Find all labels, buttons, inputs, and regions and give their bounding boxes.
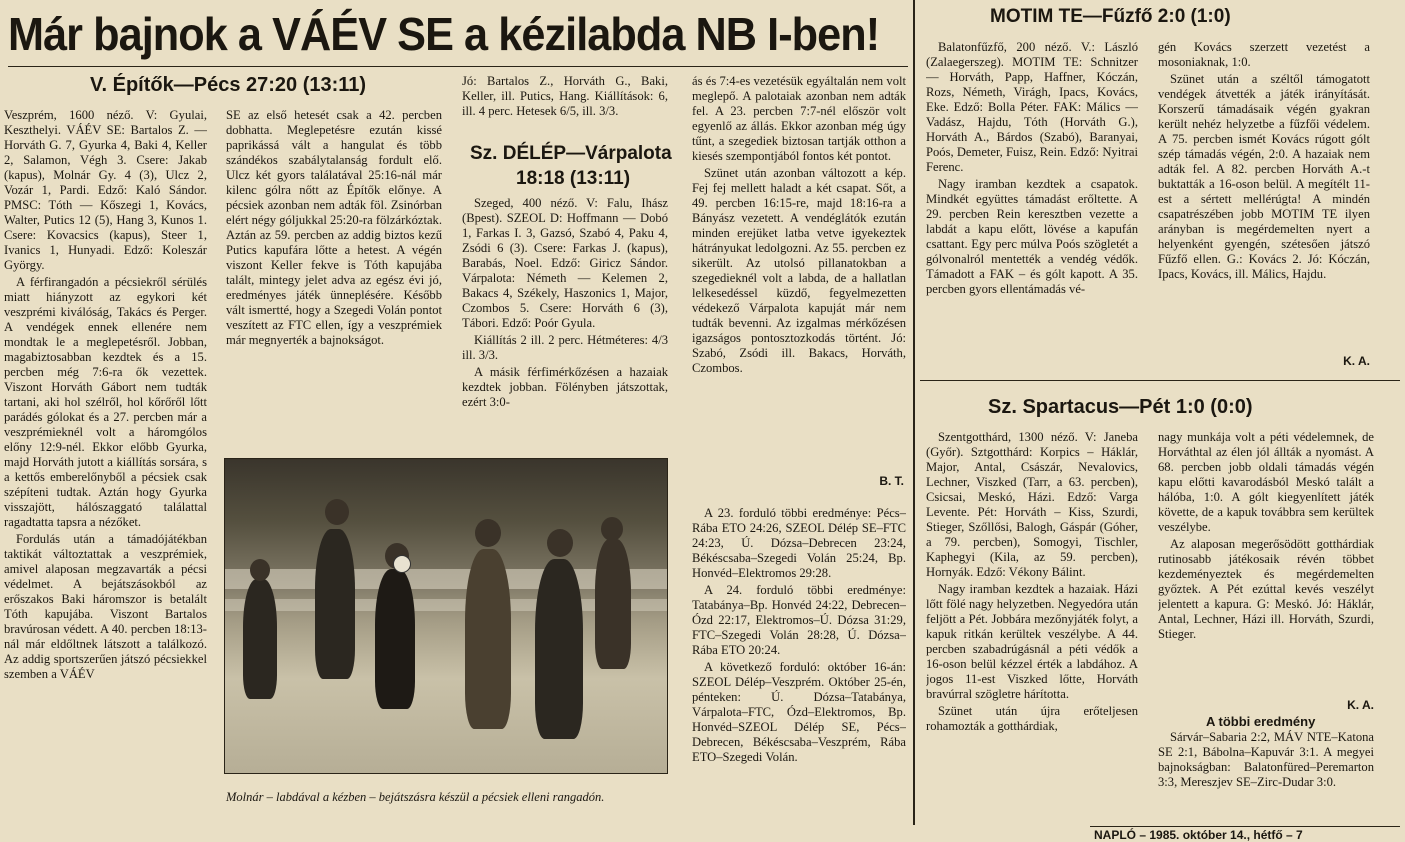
motim-match-title: MOTIM TE—Fűzfő 2:0 (1:0) [990,6,1231,27]
photo-player [465,549,511,729]
photo-player [595,539,631,669]
other-results [1158,730,1374,822]
photo-player [375,569,415,709]
spartacus-paragraph: nagy munkája volt a péti védelemnek, de Horváthtal az élen jól állták a nyomást. A 68. percben jobb oldali támadás végén kapu előtti kavarodásból Meskó talált a hálóba, 1:0. A gólt kiegyenlített játék követte, de a kapuk továbbra sem kerültek veszélybe. [1158,430,1374,534]
photo-player-head [547,529,573,557]
photo-player [243,579,277,699]
motim-paragraph: Nagy iramban kezdtek a csapatok. Mindkét együttes támadást erőltette. A 29. percben Rein keresztben vezette a labdát a kapu előtt, lövése a kapufán csattant. Egy perc múlva Poós szögletét a gólvonalról mentették a vendég védők. Támadott a FAK – és gólt kapott. A 35. percben gyors ellentámadás vé- [926,177,1138,296]
motim-lineups: Balatonfűzfő, 200 néző. V.: László (Zalaegerszeg). MOTIM TE: Schnitzer — Horváth, Papp, Haffner, Kóczán, Rozs, Németh, Virágh, Ipacs, Kovács, Eke. Edző: Bolla Péter. FAK: Málics — Vadász, Hajdu, Tóth (Horváth G.), Horváth A., Bárdos (Szabó), Baranyai, Poós, Demeter, Fuisz, Rein. Edző: Nyitrai Ferenc. [926,40,1138,174]
szeged-lineups: Szeged, 400 néző. V: Falu, Ihász (Bpest). SZEOL D: Hoffmann — Dobó 1, Farkas I. 3, Gazsó, Szabó 4, Paku 4, Zsódi 6 (3). Csere: Farkas J. (kapus), Barabás, Noel. Edző: Giricz Sándor. Várpalota: Németh — Kelemen 2, Bakacs 4, Székely, Haszonics 1, Major, Czombos 5. Csere: Horváth 6 (3), Tábori. Edző: Poór Gyula. [462,196,668,330]
spartacus-paragraph: Nagy iramban kezdtek a hazaiak. Házi lőtt fölé nagy helyzetben. Negyedóra után feljött a Pét. Jobbára mezőnyjáték folyt, a kapuk ritkán kerültek veszélybe. A 44. percben szabadrúgásnál a péti védők a 16-oson belül kézzel érték a labdához. A jogos 11-est Viszked lőtte, Horváth bravúrral szögletre hárította. [926,582,1138,701]
results-next: A következő forduló: október 16-án: SZEOL Délép–Veszprém. Október 25-én, pénteken: Ú. Dózsa–Tatabánya, Várpalota–FTC, Ózd–Elektromos, Bp. Honvéd–SZEOL Délép SE, Pécs–Debrecen, Békéscsaba–Veszprém, Rába ETO–Szegedi Volán. [692,660,906,764]
section-rule [920,380,1400,381]
motim-paragraph: Szünet után a széltől támogatott vendégek átvették a játék irányítását. Korszerű támadásaik végén gyakran került nehéz helyzetbe a fűzfői védelem. A 75. percben ismét Kovács rúgott gólt szép támadás végén, 2:0. A hazaiak nem adták fel. A 82. percben Horváth A.-t buktatták a 16-oson belül. A megítélt 11-est a sértett mellérúgta! A mindén csapatrészében jobb MOTIM TE ilyen arányban is megérdemelten nyert a helyenként gyengén, szétesően játszó Fűzfő ellen. G.: Kovács 2. Jó: Kóczán, Ipacs, Kovács, ill. Málics, Hajdu. [1158,72,1370,281]
photo-player [315,529,355,679]
spartacus-paragraph: Az alaposan megerősödött gotthárdiak rutinosabb játékosaik révén többet kezdeményeztek és megérdemelten győztek. A Pét ezúttal kevés veszélyt jelentett a kapura. G: Meskó. Jó: Háklár, Antal, Lechner, Házi ill. Horváth, Szurdi, Stieger. [1158,537,1374,641]
szeged-column-1 [462,196,668,451]
veszprem-paragraph: Fordulás után a támadójátékban taktikát változtattak a veszprémiek, amivel alaposan megzavarták a pécsi védelmet. A bejátszásokból az erőszakos Baki háromszor is betalált Tóth kapujába. Viszont Bartalos bravúrosan védett. A 40. percben 18:13-nál már eldőltnek látszott a találkozó. Az addig sportszerűen játszó pécsiekkel szemben a VÁÉV [4,532,207,681]
spartacus-match-title: Sz. Spartacus—Pét 1:0 (0:0) [988,396,1253,418]
motim-paragraph: gén Kovács szerzett vezetést a mosoniaknak, 1:0. [1158,40,1370,69]
results-23: A 23. forduló többi eredménye: Pécs–Rába ETO 24:26, SZEOL Délép SE–FTC 24:23, Ú. Dózsa–Debrecen 23:24, Békéscsaba–Szegedi Volán 25:24, Bp. Honvéd–Elektromos 29:28. [692,506,906,580]
spartacus-paragraph: Szünet után újra erőteljesen rohamozták a gotthárdiak, [926,704,1138,733]
photo-ball [393,555,411,573]
szeged-match-score: 18:18 (13:11) [516,168,631,189]
veszprem-column-1 [4,108,207,824]
page-footer: NAPLÓ – 1985. október 14., hétfő – 7 [1094,828,1303,842]
match-photo [224,458,668,774]
other-results-title: A többi eredmény [1206,714,1316,729]
veszprem-lineups: Veszprém, 1600 néző. V: Gyulai, Keszthelyi. VÁÉV SE: Bartalos Z. — Horváth G. 7, Gyurka 4, Baki 4, Keller 2, Salamon, Végh 3. Csere: Jakab (kapus), Molnár Gy. 4 (3), Ulcz 2, Vozár 1, Pardi. Edző: Kaló Sándor. PMSC: Tóth — Kőszegi 1, Kovács, Walter, Putics 12 (5), Hang 3, Kunos 1. Csere: Kovacsics (kapus), Steer 1, Ivanics 1, Hunyadi. Edző: Koleszár György. [4,108,207,272]
footer-rule [1090,826,1400,827]
other-results-text: Sárvár–Sabaria 2:2, MÁV NTE–Katona SE 2:1, Bábolna–Kapuvár 3:1. A megyei bajnokságban: Balatonfüred–Peremarton 3:3, Mereszjev SE–Zirc-Dudar 3:0. [1158,730,1374,789]
results-24: A 24. forduló többi eredménye: Tatabánya–Bp. Honvéd 24:22, Debrecen–Ózd 22:17, Elektromos–Ú. Dózsa 31:29, FTC–Szegedi Volán 28:28, Ú. Dózsa–Rába ETO 20:24. [692,583,906,657]
motim-column-2 [1158,40,1370,356]
spartacus-signature: K. A. [1347,698,1374,712]
szeged-signature: B. T. [879,474,904,488]
veszprem-paragraph: SE az első hetesét csak a 42. percben dobhatta. Meglepetésre ezután kissé paprikássá vált a hangulat és több szándékos szabálytalanság fordult elő. Ulcz két gyors találatával 25:16-nál már kilenc gólra nőtt az Építők előnye. A pécsiek azonban nem adták föl. Zsinórban elért négy góljukkal 25:20-ra fölzárkóztak. Aztán az 59. percben az addig biztos kezű Putics kapufára lőtte a hetest. A végén viszont Keller fekve is Tóth kapujába talált, mintegy jelet adva az egész évi jó, eredményes játék ünneplésére. Később vált ismertté, hogy a Szegedi Volán pontot veszített az FTC ellen, így a veszprémiek már megnyerték a bajnokságot. [226,108,442,347]
headline-rule [8,66,908,67]
column-divider [913,0,915,825]
motim-signature: K. A. [1343,354,1370,368]
szeged-paragraph: Szünet után azonban változott a kép. Fej fej mellett haladt a két csapat. Sőt, a 49. percben 16:15-re, majd 18:16-ra a Bányász vezetett. A vendéglátók ezután minden erejüket latba vetve igyekeztek hátrányukat ledolgozni. Az 55. percben ez sikerült. Az utolsó pillanatokban a szegedieknél volt a labda, de a hallatlan lelkesedéssel küzdő, fegyelmezetten védekező Várpalota kapuját már nem tudták bevenni. Az izgalmas mérkőzésen igazságos pontosztozkodás történt. Jó: Szabó, Zsódi ill. Bakacs, Horváth, Czombos. [692,166,906,375]
szeged-paragraph: A másik férfimérkőzésen a hazaiak kezdtek jobban. Fölényben játszottak, ezért 3:0- [462,365,668,409]
veszprem-ratings-text: Jó: Bartalos Z., Horváth G., Baki, Keller, ill. Putics, Hang. Kiállítások: 6, ill. 4 perc. Hetesek 6/5, ill. 3/3. [462,74,668,118]
veszprem-ratings [462,74,668,134]
szeged-stats: Kiállítás 2 ill. 2 perc. Hétméteres: 4/3 ill. 3/3. [462,333,668,362]
photo-player-head [601,517,623,541]
spartacus-column-1 [926,430,1138,824]
spartacus-lineups: Szentgotthárd, 1300 néző. V: Janeba (Győr). Sztgotthárd: Korpics – Háklár, Major, Antal, Császár, Nevalovics, Lechner, Viszked (Tarr, a 63. percben), Csicsai, Meskó, Házi. Edző: Varga Levente. Pét: Horváth – Kiss, Szurdi, Stieger, Szőllősi, Balogh, Gáspár (Góher, a 79. percben), Somogyi, Tischler, Kaphegyi (Kila, az 59. percben), Hornyák. Edző: Vékony Bálint. [926,430,1138,579]
szeged-match-title: Sz. DÉLÉP—Várpalota [470,143,672,164]
photo-caption: Molnár – labdával a kézben – bejátszásra készül a pécsiek elleni rangadón. [226,790,605,804]
veszprem-column-2 [226,108,442,448]
photo-player-head [250,559,270,581]
spartacus-column-2 [1158,430,1374,692]
szeged-column-2 [692,74,906,459]
photo-player-head [325,499,349,525]
main-headline: Már bajnok a VÁÉV SE a kézilabda NB I-ben! [8,8,880,60]
motim-column-1 [926,40,1138,370]
results-column [692,506,906,824]
veszprem-paragraph: A férfirangadón a pécsiekről sérülés miatt hiányzott az egykori két veszprémi kiválóság, Takács és Perger. A vendégek ennek ellenére nem mondtak le a meglepetésről. Jobban, magabiztosabban kezdtek és a 15. percben még 7:6-ra ők vezettek. Viszont Horváth Gábort nem tudták tartani, aki hol szélről, hol kőrőről lőtt parádés gólokat és a 27. percben már a veszprémieknél volt a háromgólos előny 12:9-nél. Ekkor előbb Gyurka, majd Horváth jutott a kiállítás sorsára, s a kettős emberelőnyből a pécsiek csak szépíteni tudtak. Aztán hogy Gyurka visszajött, hálószaggató találattal ragadtatta tapsra a nézőket. [4,275,207,529]
szeged-paragraph: ás és 7:4-es vezetésük egyáltalán nem volt meglepő. A palotaiak azonban nem adták fel. A 23. percben 7:7-nél először volt egyenlő az állás. Ekkor azonban még úgy tűnt, a szegediek biztosan tartják otthon a kiesés szempontjából fontos két pontot. [692,74,906,163]
photo-player-head [475,519,501,547]
photo-player [535,559,583,739]
veszprem-match-title: V. Építők—Pécs 27:20 (13:11) [90,74,367,96]
